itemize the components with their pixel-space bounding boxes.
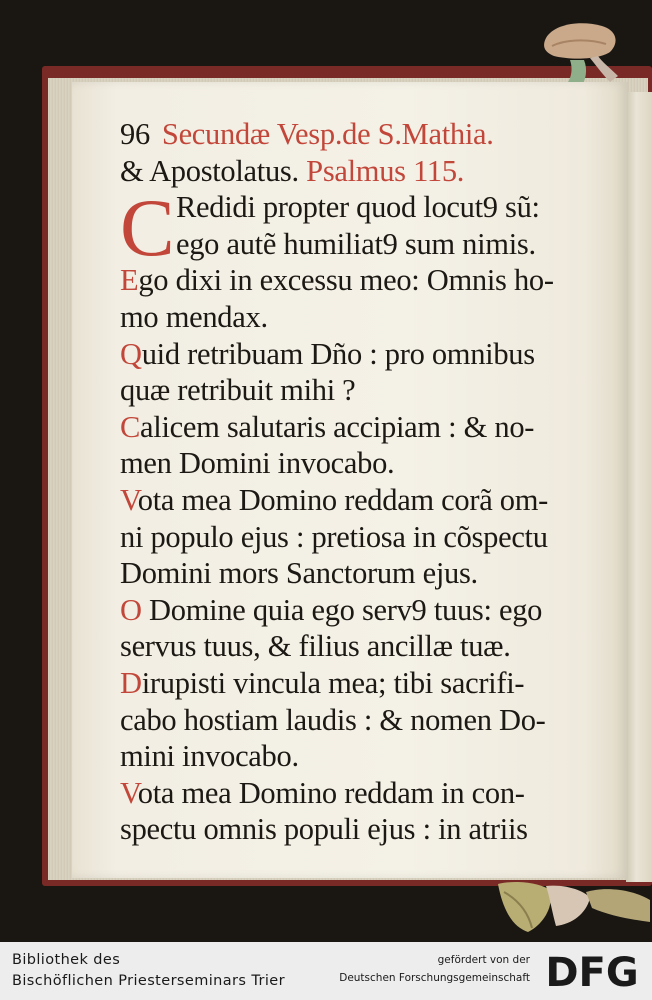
verse-line	[120, 592, 606, 629]
verse-text: uid retribuam Dño : pro omnibus	[141, 336, 535, 371]
verse-text: go dixi in excessu meo: Omnis ho-	[138, 263, 554, 298]
rubric-heading: Secundæ Vesp.de S.Mathia.	[161, 117, 494, 151]
footer-bar	[0, 942, 652, 1000]
verse-line	[120, 519, 606, 556]
verse-line	[120, 555, 606, 592]
verse-line	[120, 738, 606, 775]
verse-line	[120, 299, 606, 336]
verse-line	[120, 811, 606, 848]
verse-text: quæ retribuit mihi ?	[120, 373, 356, 408]
verse-text: ego autẽ humiliat9 sum nimis.	[176, 226, 536, 261]
verse-text: ota mea Domino reddam in con-	[137, 775, 525, 810]
verse-lines	[120, 182, 606, 848]
verse-line	[120, 665, 606, 702]
verse-text: Domine quia ego serv9 tuus: ego	[141, 592, 543, 627]
verse-text: mini invocabo.	[120, 739, 299, 774]
verse-line	[120, 189, 606, 226]
drop-cap: C	[120, 182, 175, 273]
page-number: 96	[120, 117, 150, 151]
library-name-line1: Bibliothek des	[12, 952, 121, 968]
verse-line	[120, 336, 606, 373]
rubric-initial: O	[120, 592, 142, 627]
verse-text: irupisti vincula mea; tibi sacrifi-	[141, 665, 525, 700]
subheading: & Apostolatus.	[120, 153, 299, 188]
verse-text: Domini mors Sanctorum ejus.	[120, 556, 478, 591]
verse-line	[120, 628, 606, 665]
subheading-line	[120, 153, 606, 190]
rubric-initial: E	[120, 263, 139, 298]
verse-text: servus tuus, & filius ancillæ tuæ.	[120, 629, 511, 664]
verse-text: ni populo ejus : pretiosa in cõspectu	[120, 519, 548, 554]
rubric-initial: Q	[120, 336, 142, 371]
right-page-edge	[626, 92, 652, 882]
rubric-initial: V	[120, 775, 138, 810]
ribbon-bookmark-bottom	[494, 876, 652, 938]
ribbon-bookmark-top	[540, 16, 622, 90]
dfg-logo-text: DFG	[545, 950, 639, 992]
psalm-label: Psalmus 115.	[306, 153, 465, 188]
verse-text: cabo hostiam laudis : & nomen Do-	[120, 702, 546, 737]
verse-line	[120, 372, 606, 409]
verse-line	[120, 775, 606, 812]
verse-line	[120, 226, 606, 263]
verse-line	[120, 445, 606, 482]
verse-text: men Domini invocabo.	[120, 446, 395, 481]
page-text	[120, 116, 606, 848]
verse-text: Redidi propter quod locut9 sũ:	[176, 190, 540, 225]
rubric-initial: D	[120, 665, 142, 700]
dfg-logo	[540, 950, 644, 992]
verse-text: mo mendax.	[120, 299, 268, 334]
rubric-initial: V	[120, 482, 138, 517]
verse-line	[120, 409, 606, 446]
page-header-line	[120, 116, 606, 153]
verse-text: ota mea Domino reddam corã om-	[137, 482, 549, 517]
rubric-initial: C	[120, 409, 141, 444]
verse-text: spectu omnis populi ejus : in atriis	[120, 812, 528, 847]
verse-line	[120, 482, 606, 519]
verse-line	[120, 262, 606, 299]
library-name-line2: Bischöflichen Priesterseminars Trier	[12, 973, 285, 989]
funding-note-line2: Deutschen Forschungsgemeinschaft	[339, 972, 530, 984]
verse-line	[120, 702, 606, 739]
verse-text: alicem salutaris accipiam : & no-	[140, 409, 535, 444]
funding-note-line1: gefördert von der	[437, 954, 530, 966]
